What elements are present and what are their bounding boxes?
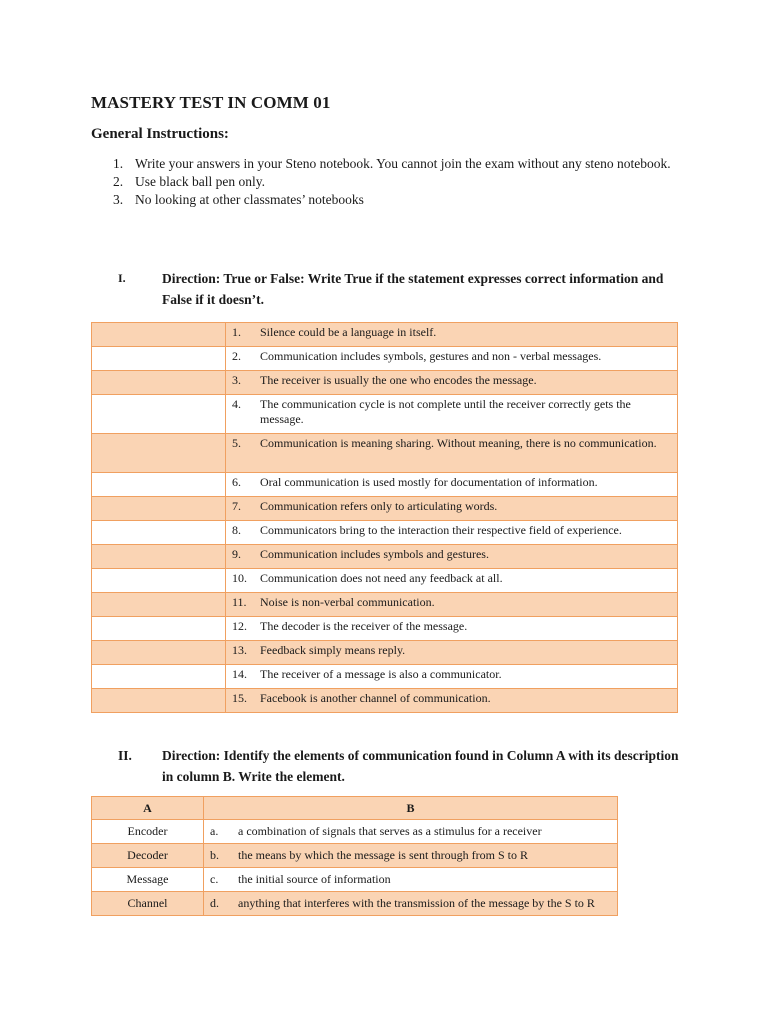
- statement-cell: [226, 323, 678, 347]
- answer-cell[interactable]: [92, 641, 226, 665]
- table-row: [92, 545, 678, 569]
- answer-cell[interactable]: [92, 395, 226, 434]
- statement-text: Communication does not need any feedback at all.: [260, 571, 503, 585]
- table-row: [92, 569, 678, 593]
- answer-cell[interactable]: [92, 371, 226, 395]
- table-row: [92, 521, 678, 545]
- statement-text: Silence could be a language in itself.: [260, 325, 437, 339]
- instruction-item: [113, 191, 673, 209]
- statement-cell: [226, 521, 678, 545]
- table-row: [92, 434, 678, 473]
- instruction-text: No looking at other classmates’ notebooks: [135, 192, 364, 207]
- description-text: the initial source of information: [238, 872, 391, 886]
- answer-cell[interactable]: [92, 473, 226, 497]
- statement-cell: [226, 641, 678, 665]
- statement-text: The receiver is usually the one who encodes the message.: [260, 373, 537, 387]
- statement-number: 3.: [232, 373, 241, 387]
- page-title: MASTERY TEST IN COMM 01: [91, 93, 331, 112]
- description-text: the means by which the message is sent through from S to R: [238, 848, 528, 862]
- instructions-list: [113, 155, 673, 209]
- statement-cell: [226, 689, 678, 713]
- answer-cell[interactable]: [92, 497, 226, 521]
- statement-number: 2.: [232, 349, 241, 363]
- description-text: anything that interferes with the transmission of the message by the S to R: [238, 896, 595, 910]
- statement-number: 6.: [232, 475, 241, 489]
- statement-text: Communicators bring to the interaction their respective field of experience.: [260, 523, 622, 537]
- true-false-table: [91, 322, 678, 713]
- statement-text: Communication includes symbols, gestures and non - verbal messages.: [260, 349, 602, 363]
- answer-cell[interactable]: [92, 689, 226, 713]
- statement-cell: [226, 347, 678, 371]
- statement-number: 12.: [232, 619, 247, 633]
- table-row: [92, 497, 678, 521]
- description-text: a combination of signals that serves as a stimulus for a receiver: [238, 824, 542, 838]
- instruction-item: [113, 155, 673, 173]
- answer-cell[interactable]: [92, 434, 226, 473]
- statement-cell: [226, 473, 678, 497]
- table-row: [92, 868, 618, 892]
- statement-number: 7.: [232, 499, 241, 513]
- general-instructions-heading: General Instructions:: [91, 126, 229, 142]
- table-row: [92, 347, 678, 371]
- statement-cell: [226, 371, 678, 395]
- element-cell: Decoder: [92, 844, 204, 868]
- description-letter: d.: [210, 896, 219, 910]
- section-number: I.: [118, 271, 126, 285]
- matching-table: [91, 796, 618, 916]
- statement-cell: [226, 395, 678, 434]
- description-cell: [204, 844, 618, 868]
- statement-cell: [226, 569, 678, 593]
- instruction-number: 2.: [113, 174, 124, 189]
- answer-cell[interactable]: [92, 347, 226, 371]
- description-letter: c.: [210, 872, 219, 886]
- statement-cell: [226, 434, 678, 473]
- answer-cell[interactable]: [92, 665, 226, 689]
- statement-number: 13.: [232, 643, 247, 657]
- statement-text: Feedback simply means reply.: [260, 643, 406, 657]
- answer-cell[interactable]: [92, 323, 226, 347]
- table-row: [92, 689, 678, 713]
- table-row: [92, 593, 678, 617]
- answer-cell[interactable]: [92, 569, 226, 593]
- section-direction: Direction: Identify the elements of communication found in Column A with its description in column B. Write the element.: [162, 748, 679, 784]
- table-row: [92, 395, 678, 434]
- statement-text: Communication includes symbols and gestures.: [260, 547, 489, 561]
- instruction-number: 1.: [113, 156, 124, 171]
- matching-header-row: [92, 797, 618, 820]
- statement-text: The receiver of a message is also a communicator.: [260, 667, 502, 681]
- description-cell: [204, 820, 618, 844]
- statement-cell: [226, 665, 678, 689]
- element-cell: Encoder: [92, 820, 204, 844]
- description-letter: a.: [210, 824, 219, 838]
- answer-cell[interactable]: [92, 617, 226, 641]
- statement-number: 1.: [232, 325, 241, 339]
- statement-cell: [226, 545, 678, 569]
- statement-text: The communication cycle is not complete until the receiver correctly gets the message.: [260, 397, 631, 426]
- column-a-header: A: [92, 797, 204, 820]
- statement-text: Noise is non-verbal communication.: [260, 595, 435, 609]
- answer-cell[interactable]: [92, 545, 226, 569]
- table-row: [92, 844, 618, 868]
- instruction-text: Use black ball pen only.: [135, 174, 265, 189]
- element-cell: Channel: [92, 892, 204, 916]
- statement-number: 8.: [232, 523, 241, 537]
- statement-cell: [226, 617, 678, 641]
- section-number: II.: [118, 748, 132, 763]
- statement-text: Communication is meaning sharing. Without meaning, there is no communication.: [260, 436, 657, 450]
- statement-number: 9.: [232, 547, 241, 561]
- statement-text: Communication refers only to articulating words.: [260, 499, 498, 513]
- element-cell: Message: [92, 868, 204, 892]
- statement-number: 14.: [232, 667, 247, 681]
- section-direction: Direction: True or False: Write True if the statement expresses correct information and False if it doesn’t.: [162, 271, 664, 307]
- answer-cell[interactable]: [92, 593, 226, 617]
- instruction-number: 3.: [113, 192, 124, 207]
- instruction-item: [113, 173, 673, 191]
- column-b-header: B: [204, 797, 618, 820]
- table-row: [92, 665, 678, 689]
- description-letter: b.: [210, 848, 219, 862]
- statement-number: 5.: [232, 436, 241, 450]
- statement-text: Facebook is another channel of communication.: [260, 691, 491, 705]
- statement-text: The decoder is the receiver of the message.: [260, 619, 468, 633]
- table-row: [92, 371, 678, 395]
- instruction-text: Write your answers in your Steno notebook. You cannot join the exam without any steno notebook.: [135, 156, 671, 171]
- statement-cell: [226, 593, 678, 617]
- description-cell: [204, 868, 618, 892]
- description-cell: [204, 892, 618, 916]
- table-row: [92, 641, 678, 665]
- table-row: [92, 323, 678, 347]
- table-row: [92, 820, 618, 844]
- table-row: [92, 473, 678, 497]
- answer-cell[interactable]: [92, 521, 226, 545]
- table-row: [92, 617, 678, 641]
- statement-text: Oral communication is used mostly for documentation of information.: [260, 475, 598, 489]
- statement-number: 10.: [232, 571, 247, 585]
- table-row: [92, 892, 618, 916]
- statement-number: 4.: [232, 397, 241, 411]
- statement-cell: [226, 497, 678, 521]
- statement-number: 11.: [232, 595, 247, 609]
- statement-number: 15.: [232, 691, 247, 705]
